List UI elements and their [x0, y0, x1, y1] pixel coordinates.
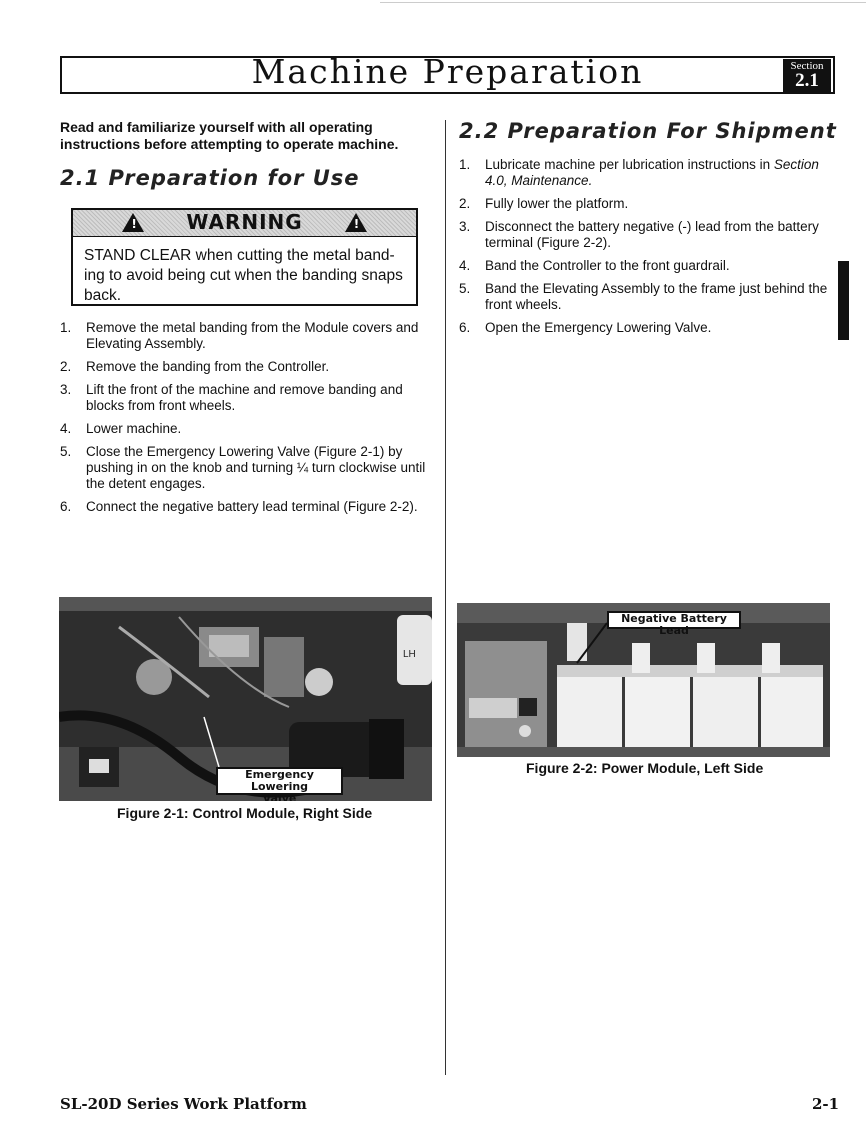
negative-battery-lead-callout: Negative Battery Lead	[607, 611, 741, 629]
section-badge-number: 2.1	[795, 70, 819, 91]
photo-label-lh: LH	[403, 649, 416, 660]
footer-title: SL-20D Series Work Platform	[60, 1095, 307, 1113]
warning-triangle-icon: !	[122, 213, 144, 232]
list-item: 3. Disconnect the battery negative (-) lead from the battery terminal (Figure 2-2).	[459, 219, 819, 250]
section-2-2-heading: 2.2 Preparation For Shipment	[459, 119, 837, 143]
page-title: Machine Preparation	[251, 52, 644, 91]
list-item: 6. Connect the negative battery lead terminal (Figure 2-2).	[60, 499, 418, 514]
lubricate-step-text: Lubricate machine per lubrication instructions in Section 4.0, Maintenance.	[485, 157, 819, 188]
list-item: 6. Open the Emergency Lowering Valve.	[459, 320, 712, 335]
list-item: 1. Remove the metal banding from the Module covers and Elevating Assembly.	[60, 320, 419, 351]
warning-title: WARNING	[186, 210, 303, 234]
figure-2-2-photo	[457, 603, 830, 757]
list-item: 2. Fully lower the platform.	[459, 196, 629, 211]
intro-text: Read and familiarize yourself with all operating instructions before attempting to operate machine.	[60, 119, 399, 152]
section-badge	[783, 59, 831, 92]
warning-triangle-icon: !	[345, 213, 367, 232]
list-item: 4. Lower machine.	[60, 421, 182, 436]
page-number: 2-1	[812, 1095, 840, 1113]
figure-2-1-photo	[59, 597, 432, 801]
figure-2-1-caption: Figure 2-1: Control Module, Right Side	[117, 805, 373, 821]
section-2-1-heading: 2.1 Preparation for Use	[60, 166, 360, 190]
list-item: 4. Band the Controller to the front guardrail.	[459, 258, 730, 273]
list-item: 1. Lubricate machine per lubrication instructions in Section 4.0, Maintenance.	[459, 157, 819, 188]
section-2-2-steps	[459, 157, 829, 343]
list-item: 2. Remove the banding from the Controller.	[60, 359, 330, 374]
section-marker-bar	[838, 261, 849, 340]
emergency-valve-callout: Emergency Lowering Valve	[216, 767, 343, 795]
column-divider	[445, 120, 446, 1075]
list-item: 5. Close the Emergency Lowering Valve (Figure 2-1) by pushing in on the knob and turning ¼ turn clockwise until the detent engages.	[60, 444, 426, 491]
section-2-1-steps	[60, 320, 432, 522]
figure-2-2-caption: Figure 2-2: Power Module, Left Side	[526, 760, 764, 776]
warning-header	[73, 210, 416, 237]
section-badge-label: Section	[790, 60, 824, 72]
top-rule	[380, 2, 866, 3]
warning-text: STAND CLEAR when cutting the metal band-ing to avoid being cut when the banding snaps back.	[84, 247, 403, 304]
list-item: 3. Lift the front of the machine and remove banding and blocks from front wheels.	[60, 382, 403, 413]
section-reference: Section 4.0, Maintenance.	[485, 157, 819, 188]
list-item: 5. Band the Elevating Assembly to the frame just behind the front wheels.	[459, 281, 828, 312]
